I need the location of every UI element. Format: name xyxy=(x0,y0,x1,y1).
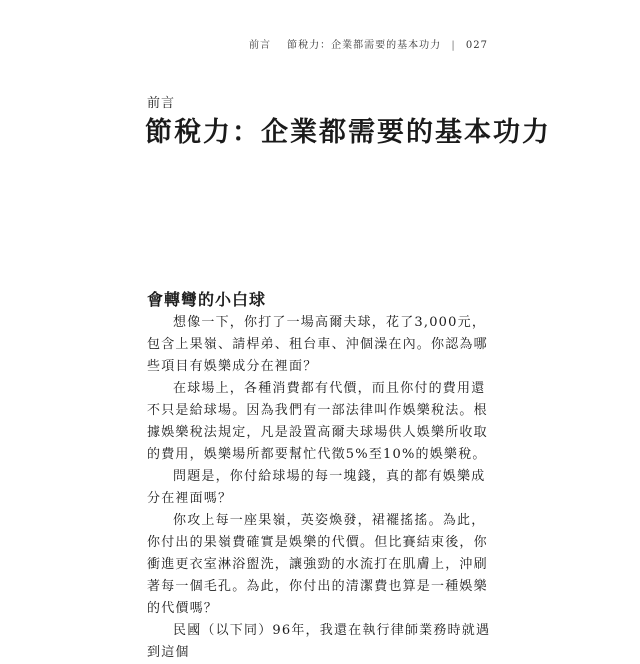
paragraph: 你攻上每一座果嶺，英姿煥發，裙襬搖搖。為此，你付出的果嶺費確實是娛樂的代價。但比賽結束後，你衝進更衣室淋浴盥洗，讓強勁的水流打在肌膚上，沖刷著每一個毛孔。為此，你付出的清潔費也算是一種娛樂的代價嗎？ xyxy=(147,513,488,616)
body-text xyxy=(147,312,497,664)
paragraph: 在球場上，各種消費都有代價，而且你付的費用還不只是給球場。因為我們有一部法律叫作娛樂稅法。根據娛樂稅法規定，凡是設置高爾夫球場供人娛樂所收取的費用，娛樂場所都要幫忙代徵5%至10%的娛樂稅。 xyxy=(147,381,488,462)
chapter-label: 前言 xyxy=(147,96,176,111)
section-title: 會轉彎的小白球 xyxy=(147,290,267,309)
header-chapter: 節稅力：企業都需要的基本功力 xyxy=(287,40,442,51)
chapter-title: 節稅力：企業都需要的基本功力 xyxy=(145,117,551,148)
paragraph: 民國（以下同）96年，我還在執行律師業務時就遇到這個 xyxy=(147,623,491,660)
header-part: 前言 xyxy=(248,40,271,51)
running-header xyxy=(249,36,488,51)
paragraph: 問題是，你付給球場的每一塊錢，真的都有娛樂成分在裡面嗎？ xyxy=(147,469,486,506)
page-number: 027 xyxy=(465,40,488,51)
header-separator: | xyxy=(451,40,456,51)
paragraph: 想像一下，你打了一場高爾夫球，花了3,000元，包含上果嶺、請桿弟、租台車、沖個澡在內。你認為哪些項目有娛樂成分在裡面？ xyxy=(147,315,488,374)
